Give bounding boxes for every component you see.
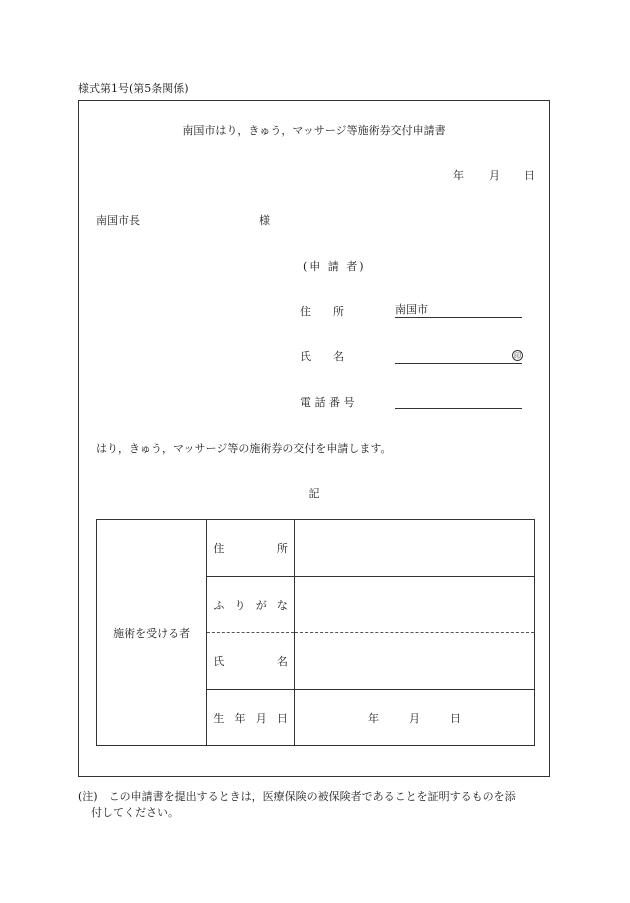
recipient-dob-field[interactable] — [294, 690, 534, 746]
date-month: 月 — [489, 169, 500, 182]
dob-month: 月 — [408, 711, 420, 725]
recipient-name-field[interactable] — [294, 633, 534, 690]
form-title: 南国市はり，きゅう，マッサージ等施術券交付申請書 — [182, 124, 446, 137]
applicant-address-field[interactable]: 南国市 — [395, 304, 522, 318]
note-line-2: 付してください。 — [91, 806, 179, 819]
seal-mark: 印 — [514, 352, 521, 360]
applicant-phone-field[interactable] — [395, 395, 522, 409]
dob-day: 日 — [449, 711, 461, 725]
applicant-name-label: 氏 名 — [300, 350, 344, 363]
recipient-dob-label: 生年月日 — [207, 690, 295, 746]
ki-heading: 記 — [308, 487, 320, 500]
recipient-address-field[interactable] — [294, 520, 534, 577]
applicant-phone-label: 電 話 番 号 — [300, 396, 355, 409]
recipient-furigana-label: ふりがな — [207, 577, 295, 633]
date-day: 日 — [524, 169, 535, 182]
dob-year: 年 — [367, 711, 379, 725]
applicant-heading: (申 請 者) — [303, 260, 366, 273]
recipient-address-label: 住所 — [207, 520, 295, 577]
recipient-table — [96, 519, 535, 746]
recipient-label: 施術を受ける者 — [97, 520, 207, 746]
form-number: 様式第1号(第5条関係) — [78, 82, 189, 95]
request-statement: はり，きゅう，マッサージ等の施術券の交付を申請します。 — [96, 442, 392, 455]
date-year: 年 — [453, 169, 464, 182]
addressee-honorific: 様 — [259, 214, 270, 227]
recipient-furigana-field[interactable] — [294, 577, 534, 633]
recipient-name-label: 氏名 — [207, 633, 295, 690]
addressee-name: 南国市長 — [96, 214, 140, 227]
applicant-address-label: 住 所 — [300, 305, 344, 318]
applicant-name-field[interactable] — [395, 350, 522, 364]
note-line-1: (注) この申請書を提出するときは，医療保険の被保険者であることを証明するものを添 — [78, 790, 516, 803]
